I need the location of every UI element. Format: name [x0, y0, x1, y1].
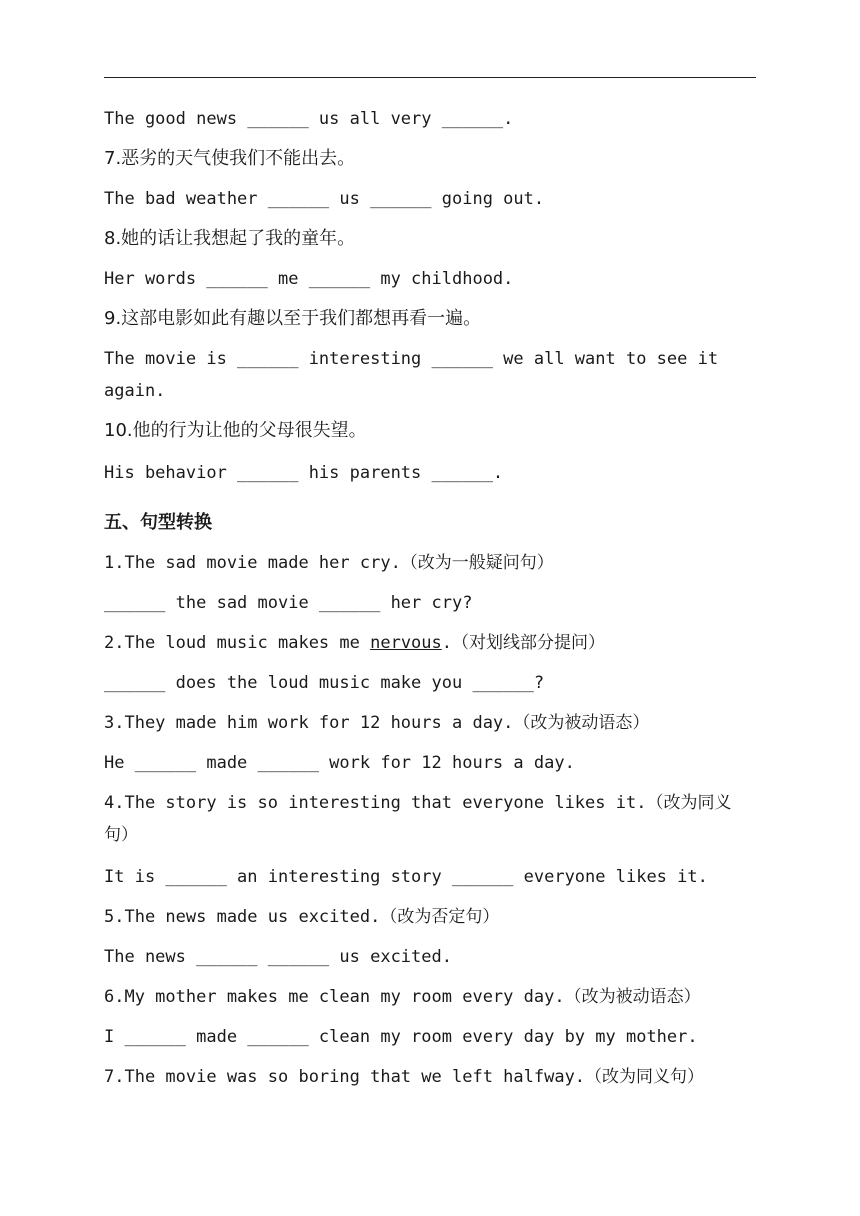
question-2: 2.The loud music makes me nervous.（对划线部分提问）: [104, 633, 606, 653]
question-7: 7.The movie was so boring that we left halfway.（改为同义句）: [104, 1067, 705, 1087]
exercise-prompt-10: 10.他的行为让他的父母很失望。: [104, 420, 367, 441]
answer-line-4: It is ______ an interesting story ______ everyone likes it.: [104, 867, 708, 887]
exercise-prompt-9: 9.这部电影如此有趣以至于我们都想再看一遍。: [104, 308, 482, 329]
section-title: 五、句型转换: [104, 512, 212, 533]
exercise-line: His behavior ______ his parents ______.: [104, 463, 504, 483]
exercise-prompt-7: 7.恶劣的天气使我们不能出去。: [104, 148, 356, 169]
question-4: 4.The story is so interesting that everyone likes it.（改为同义: [104, 793, 732, 813]
question-5: 5.The news made us excited.（改为否定句）: [104, 907, 500, 927]
exercise-line: Her words ______ me ______ my childhood.: [104, 269, 514, 289]
exercise-line: The good news ______ us all very ______.: [104, 109, 514, 129]
question-1: 1.The sad movie made her cry.（改为一般疑问句）: [104, 553, 554, 573]
answer-line-5: The news ______ ______ us excited.: [104, 947, 452, 967]
question-6: 6.My mother makes me clean my room every day.（改为被动语态）: [104, 987, 701, 1007]
question-4-continued: 句）: [104, 825, 138, 845]
answer-line-3: He ______ made ______ work for 12 hours a day.: [104, 753, 575, 773]
exercise-line-continued: again.: [104, 381, 166, 401]
worksheet-content: [104, 104, 764, 1092]
answer-line-6: I ______ made ______ clean my room every day by my mother.: [104, 1027, 698, 1047]
underlined-word: nervous: [370, 633, 442, 653]
answer-line-1: ______ the sad movie ______ her cry?: [104, 593, 473, 613]
exercise-line: The bad weather ______ us ______ going out.: [104, 189, 545, 209]
question-3: 3.They made him work for 12 hours a day.（改为被动语态）: [104, 713, 650, 733]
exercise-line: The movie is ______ interesting ______ we all want to see it: [104, 349, 719, 369]
exercise-prompt-8: 8.她的话让我想起了我的童年。: [104, 228, 356, 249]
answer-line-2: ______ does the loud music make you ______?: [104, 673, 545, 693]
header-rule: [104, 77, 756, 78]
